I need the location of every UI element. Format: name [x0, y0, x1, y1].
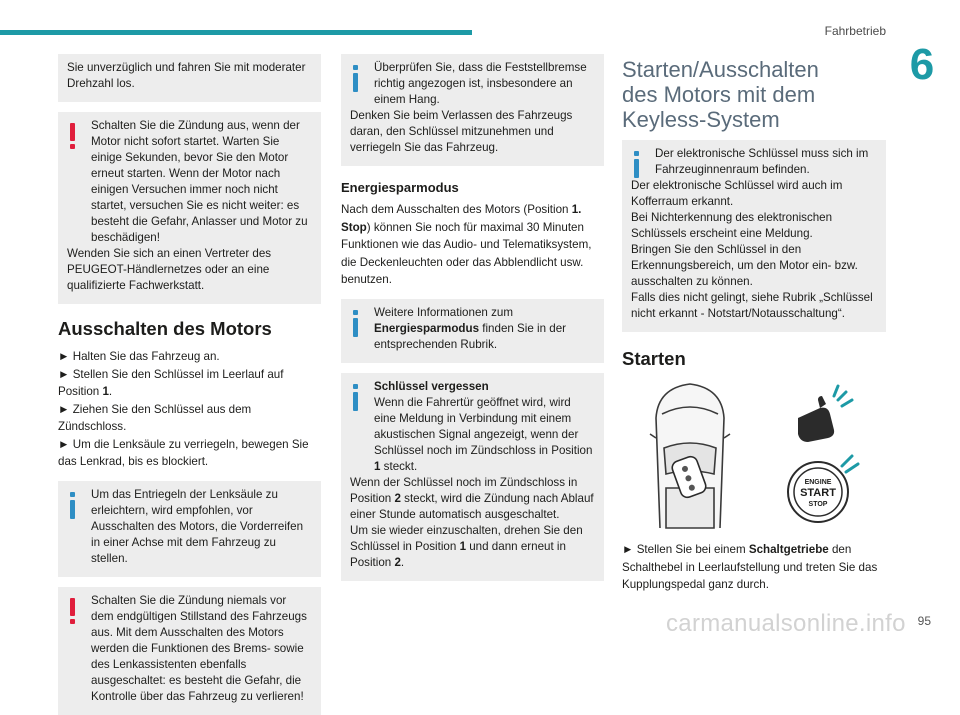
page-number: 95 — [917, 614, 931, 628]
svg-text:ENGINE: ENGINE — [804, 479, 832, 486]
car-keyless-illustration — [622, 378, 886, 533]
note-box-continued: Sie unverzüglich und fahren Sie mit moderater Drehzahl los. — [58, 54, 321, 102]
info-box-electronic-key: Der elektronische Schlüssel muss sich im Fahrzeuginnenraum befinden. Der elektronische Schlüssel wird auch im Kofferraum erkannt. Bei Nichterkennung des elektronischen Schlüssels erscheint eine Meldung. Bringen Sie den Schlüssel in den Erkennungsbereich, um den Motor ein- bzw. ausschalten zu können. Falls dies nicht gelingt, siehe Rubrik „Schlüssel nicht erkannt - Notstart/Notausschaltung“. — [622, 140, 886, 332]
chapter-number: 6 — [909, 40, 935, 89]
step-item: ► Ziehen Sie den Schlüssel aus dem Zündschloss. — [58, 402, 252, 433]
engine-start-stop-button-icon — [788, 456, 858, 522]
energy-saving-text: Nach dem Ausschalten des Motors (Position 1. Stop) können Sie noch für maximal 30 Minuten Funktionen wie das Audio- und Telematiksystem, die Deckenleuchten oder das Abblendlicht usw. benutzen. — [341, 203, 592, 286]
section-heading-energy-saving: Energiesparmodus — [341, 180, 459, 195]
column-right — [622, 54, 886, 594]
info-box-key-forgotten: Schlüssel vergessen Wenn die Fahrertür geöffnet wird, wird eine Meldung in Verbindung mit einem akustischen Signal angezeigt, wenn der Schlüssel noch im Zündschloss in Position 1 steckt. Wenn der Schlüssel noch im Zündschloss in Position 2 steckt, wird die Zündung nach Ablauf einer Stunde automatisch ausgeschaltet. Um sie wieder einzuschalten, drehen Sie den Schlüssel in Position 1 und dann erneut in Position 2. — [341, 373, 604, 581]
start-illustration — [622, 378, 886, 533]
info-icon — [353, 384, 358, 409]
info-icon — [353, 65, 358, 90]
section-title-keyless: Starten/Ausschalten des Motors mit dem Keyless-System — [622, 57, 819, 132]
info-box-parking-brake: Überprüfen Sie, dass die Feststellbremse richtig angezogen ist, insbesondere an einem Hang. Denken Sie beim Verlassen des Fahrzeugs daran, den Schlüssel mitzunehmen und verriegeln Sie das Fahrzeug. — [341, 54, 604, 166]
svg-text:STOP: STOP — [808, 501, 828, 508]
hand-press-icon — [798, 386, 852, 442]
steps-switch-off — [58, 348, 321, 471]
warning-exclamation-icon — [70, 123, 75, 148]
column-middle — [341, 54, 604, 581]
warning-exclamation-icon — [70, 598, 75, 623]
info-icon — [70, 492, 75, 517]
step-item: ► Halten Sie das Fahrzeug an. — [58, 350, 220, 363]
info-box-steering-lock: Um das Entriegeln der Lenksäule zu erleichtern, wird empfohlen, vor Ausschalten des Motors, die Vorderreifen in einer Achse mit dem Fahrzeug zu stellen. — [58, 481, 321, 577]
column-left — [58, 54, 321, 715]
warning-box-ignition: Schalten Sie die Zündung niemals vor dem endgültigen Stillstand des Fahrzeugs aus. Mit dem Ausschalten des Motors werden die Funktionen des Brems- sowie des Lenkassistenten ebenfalls ausgeschaltet: es besteht die Gefahr, die Kontrolle über das Fahrzeug zu verlieren! — [58, 587, 321, 715]
start-step-text: ► Stellen Sie bei einem Schaltgetriebe den Schalthebel in Leerlaufstellung und treten Sie das Kupplungspedal ganz durch. — [622, 543, 878, 591]
section-heading-switch-off: Ausschalten des Motors — [58, 318, 272, 339]
warning-box-start-failure: Schalten Sie die Zündung aus, wenn der Motor nicht sofort startet. Warten Sie einige Sekunden, bevor Sie den Motor erneut starten. Wenn der Motor nach einigen Versuchen immer noch nicht startet, versuchen Sie es nicht weiter: es besteht die Gefahr, Anlasser und Motor zu beschädigen! Wenden Sie sich an einen Vertreter des PEUGEOT-Händlernetzes oder an eine qualifizierte Fachwerkstatt. — [58, 112, 321, 304]
section-heading-start: Starten — [622, 348, 686, 369]
chapter-accent-bar — [0, 30, 472, 35]
info-box-energy-saving-ref: Weitere Informationen zum Energiesparmodus finden Sie in der entsprechenden Rubrik. — [341, 299, 604, 363]
svg-text:START: START — [800, 487, 836, 499]
step-item: ► Um die Lenksäule zu verriegeln, bewegen Sie das Lenkrad, bis es blockiert. — [58, 437, 309, 468]
info-icon — [634, 151, 639, 176]
watermark: carmanualsonline.info — [666, 610, 906, 637]
chapter-title: Fahrbetrieb — [824, 24, 886, 38]
info-icon — [353, 310, 358, 335]
step-item: ► Stellen Sie den Schlüssel im Leerlauf auf Position 1. — [58, 367, 284, 398]
